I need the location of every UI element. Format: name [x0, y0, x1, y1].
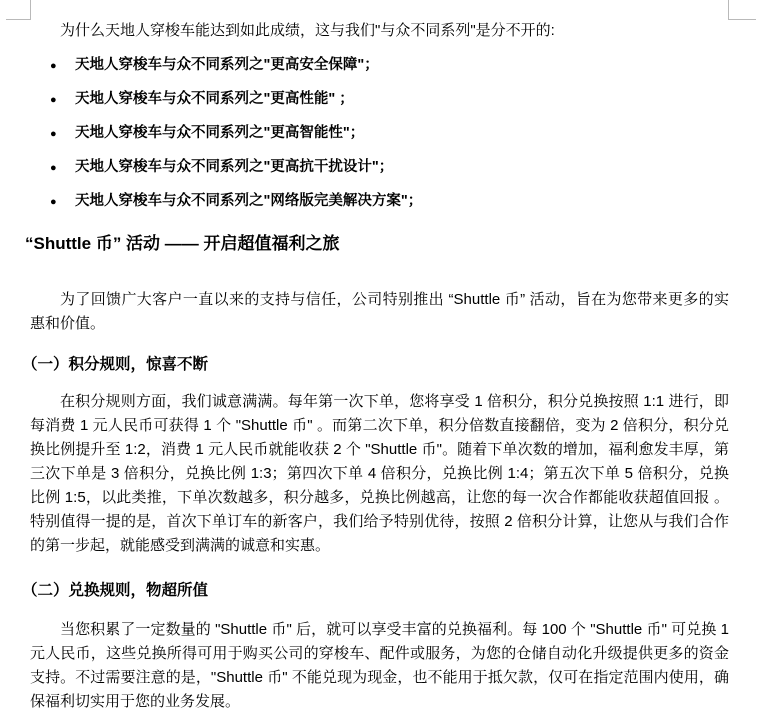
bullet-dot-icon: ● — [50, 94, 57, 106]
bullet-dot-icon: ● — [50, 128, 57, 140]
document-content — [22, 19, 729, 714]
list-item-label: 天地人穿梭车与众不同系列之"网络版完美解决方案"； — [75, 193, 423, 209]
paragraph-activity-intro: 为了回馈广大客户一直以来的支持与信任，公司特别推出 “Shuttle 币” 活动，旨在为您带来更多的实惠和价值。 — [30, 291, 729, 332]
list-item — [30, 121, 729, 146]
bullet-dot-icon: ● — [50, 60, 57, 72]
list-item — [30, 155, 729, 180]
paragraph-redeem-rules: 当您积累了一定数量的 "Shuttle 币" 后，就可以享受丰富的兑换福利。每 100 个 "Shuttle 币" 可兑换 1 元人民币，这些兑换所得可用于购买公司的穿梭车、配件或服务，为您的仓储自动化升级提供更多的资金支持。不过需要注意的是，"Shuttle 币" 不能兑现为现金，也不能用于抵欠款，仅可在指定范围内使用，确保福利切实用于您的业务发展。 — [30, 621, 729, 710]
list-item — [30, 87, 729, 112]
list-item-label: 天地人穿梭车与众不同系列之"更高抗干扰设计"； — [75, 159, 394, 175]
section-heading-shuttle-coin: “Shuttle 币” 活动 —— 开启超值福利之旅 — [25, 234, 340, 253]
list-item-label: 天地人穿梭车与众不同系列之"更高性能" ； — [75, 91, 354, 107]
subheading-points-rules: （一）积分规则，惊喜不断 — [22, 356, 209, 373]
text-boundary-mark-top-left-icon — [6, 0, 31, 20]
subheading-redeem-rules: （二）兑换规则，物超所值 — [22, 582, 209, 599]
feature-list — [30, 53, 729, 214]
bullet-dot-icon: ● — [50, 196, 57, 208]
intro-paragraph: 为什么天地人穿梭车能达到如此成绩，这与我们"与众不同系列"是分不开的: — [60, 22, 555, 39]
bullet-dot-icon: ● — [50, 162, 57, 174]
text-boundary-mark-top-right-icon — [728, 0, 756, 20]
paragraph-points-rules: 在积分规则方面，我们诚意满满。每年第一次下单，您将享受 1 倍积分，积分兑换按照 1:1 进行，即每消费 1 元人民币可获得 1 个 "Shuttle 币" 。而第二次下单，积分倍数直接翻倍，变为 2 倍积分，积分兑换比例提升至 1:2，消费 1 元人民币就能收获 2 个 "Shuttle 币"。随着下单次数的增加，福利愈发丰厚，第三次下单是 3 倍积分，兑换比例 1:3；第四次下单 4 倍积分，兑换比例 1:4；第五次下单 5 倍积分，兑换比例 1:5，以此类推，下单次数越多，积分越多，兑换比例越高，让您的每一次合作都能收获超值回报 。特别值得一提的是，首次下单订车的新客户，我们给予特别优待，按照 2 倍积分计算，让您从与我们合作的第一步起，就能感受到满满的诚意和实惠。 — [30, 393, 729, 554]
list-item — [30, 53, 729, 78]
list-item — [30, 189, 729, 214]
list-item-label: 天地人穿梭车与众不同系列之"更高安全保障"； — [75, 57, 379, 73]
list-item-label: 天地人穿梭车与众不同系列之"更高智能性"； — [75, 125, 365, 141]
